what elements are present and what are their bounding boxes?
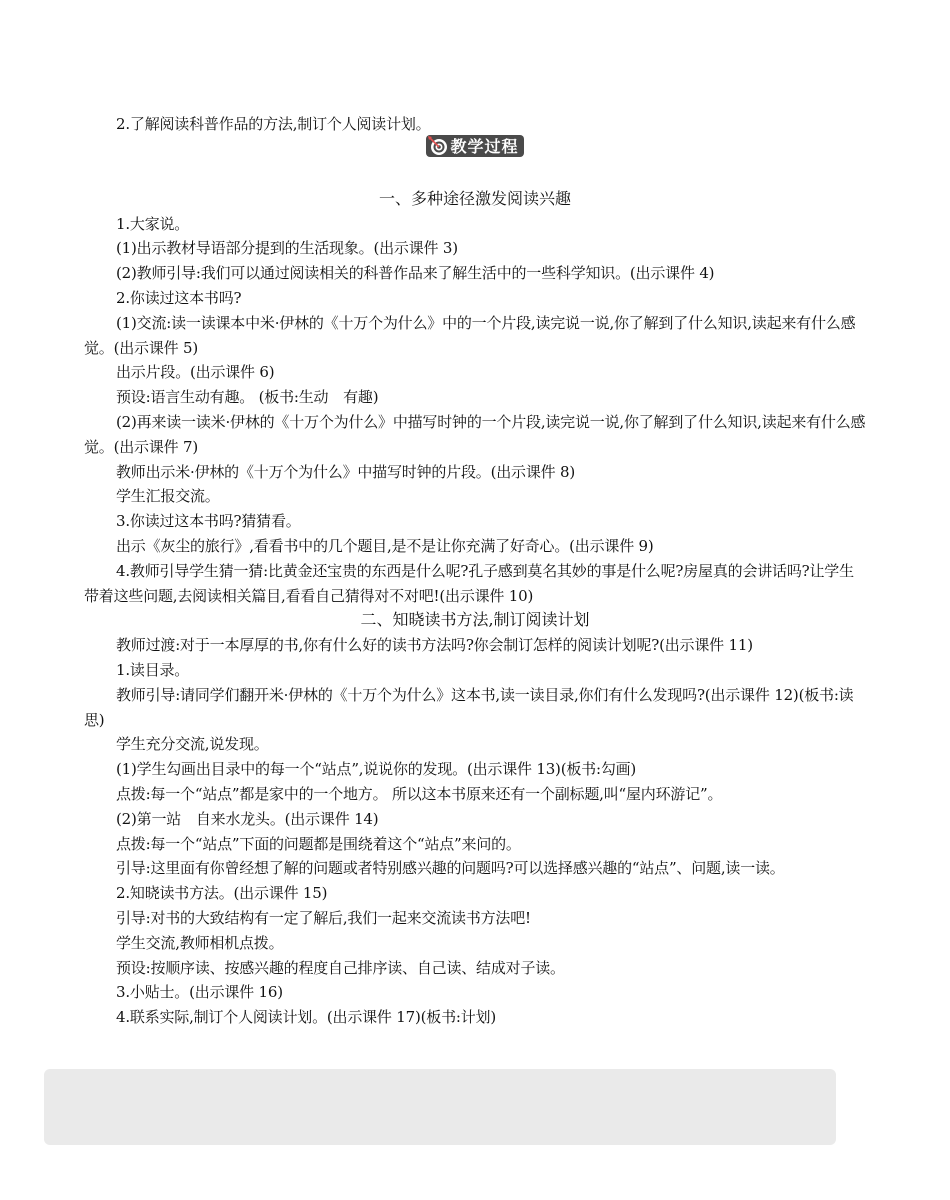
badge-label: 教学过程 [450, 137, 519, 157]
paragraph: 3.你读过这本书吗?猜猜看。 [116, 512, 301, 531]
paragraph: 预设:语言生动有趣。 (板书:生动 有趣) [116, 388, 379, 407]
paragraph: 教师过渡:对于一本厚厚的书,你有什么好的读书方法吗?你会制订怎样的阅读计划呢?(出示课件 11) [116, 636, 753, 655]
teaching-process-badge [426, 135, 523, 157]
paragraph: 2.知晓读书方法。(出示课件 15) [116, 884, 328, 903]
paragraph: 3.小贴士。(出示课件 16) [116, 983, 283, 1002]
lesson-document [84, 112, 866, 1030]
section-2-title: 二、知晓读书方法,制订阅读计划 [360, 610, 590, 630]
paragraph: (1)学生勾画出目录中的每一个“站点”,说说你的发现。(出示课件 13)(板书:勾画) [116, 760, 637, 779]
footer-gray-box [44, 1069, 836, 1145]
paragraph: 1.读目录。 [116, 660, 190, 679]
paragraph: 预设:按顺序读、按感兴趣的程度自己排序读、自己读、结成对子读。 [116, 958, 565, 977]
paragraph: 教师出示米·伊林的《十万个为什么》中描写时钟的片段。(出示课件 8) [116, 462, 575, 481]
paragraph: 学生充分交流,说发现。 [116, 735, 269, 754]
spacer [84, 161, 866, 187]
target-icon [428, 136, 448, 156]
paragraph: (2)教师引导:我们可以通过阅读相关的科普作品来了解生活中的一些科学知识。(出示课件 4) [116, 264, 715, 283]
paragraph: 引导:这里面有你曾经想了解的问题或者特别感兴趣的问题吗?可以选择感兴趣的“站点”、问题,读一读。 [116, 859, 785, 878]
paragraph: (1)出示教材导语部分提到的生活现象。(出示课件 3) [116, 239, 458, 258]
paragraph: 1.大家说。 [116, 214, 190, 233]
paragraph: 学生交流,教师相机点拨。 [116, 933, 284, 952]
paragraph: 出示片段。(出示课件 6) [116, 363, 275, 382]
paragraph: 出示《灰尘的旅行》,看看书中的几个题目,是不是让你充满了好奇心。(出示课件 9) [116, 536, 654, 555]
paragraph-wrapped: 教师引导:请同学们翻开米·伊林的《十万个为什么》这本书,读一读目录,你们有什么发现吗?(出示课件 12)(板书:读思) [84, 685, 854, 729]
paragraph-wrapped: 4.教师引导学生猜一猜:比黄金还宝贵的东西是什么呢?孔子感到莫名其妙的事是什么呢?房屋真的会讲话吗?让学生带着这些问题,去阅读相关篇目,看看自己猜得对不对吧!(出示课件 10) [84, 561, 854, 605]
paragraph-wrapped: (2)再来读一读米·伊林的《十万个为什么》中描写时钟的一个片段,读完说一说,你了解到了什么知识,读起来有什么感觉。(出示课件 7) [84, 412, 866, 456]
paragraph: 学生汇报交流。 [116, 487, 220, 506]
paragraph-wrapped: (1)交流:读一读课本中米·伊林的《十万个为什么》中的一个片段,读完说一说,你了解到了什么知识,读起来有什么感觉。(出示课件 5) [84, 313, 856, 357]
section-badge-row [84, 135, 866, 161]
objective-item: 2.了解阅读科普作品的方法,制订个人阅读计划。 [116, 115, 431, 133]
paragraph: 2.你读过这本书吗? [116, 288, 242, 307]
section-1-title: 一、多种途径激发阅读兴趣 [378, 188, 571, 208]
paragraph: 点拨:每一个“站点”下面的问题都是围绕着这个“站点”来问的。 [116, 834, 521, 853]
paragraph: 点拨:每一个“站点”都是家中的一个地方。 所以这本书原来还有一个副标题,叫“屋内环游记”。 [116, 784, 723, 803]
paragraph: (2)第一站 自来水龙头。(出示课件 14) [116, 809, 379, 828]
paragraph: 4.联系实际,制订个人阅读计划。(出示课件 17)(板书:计划) [116, 1008, 496, 1027]
paragraph: 引导:对书的大致结构有一定了解后,我们一起来交流读书方法吧! [116, 908, 531, 927]
